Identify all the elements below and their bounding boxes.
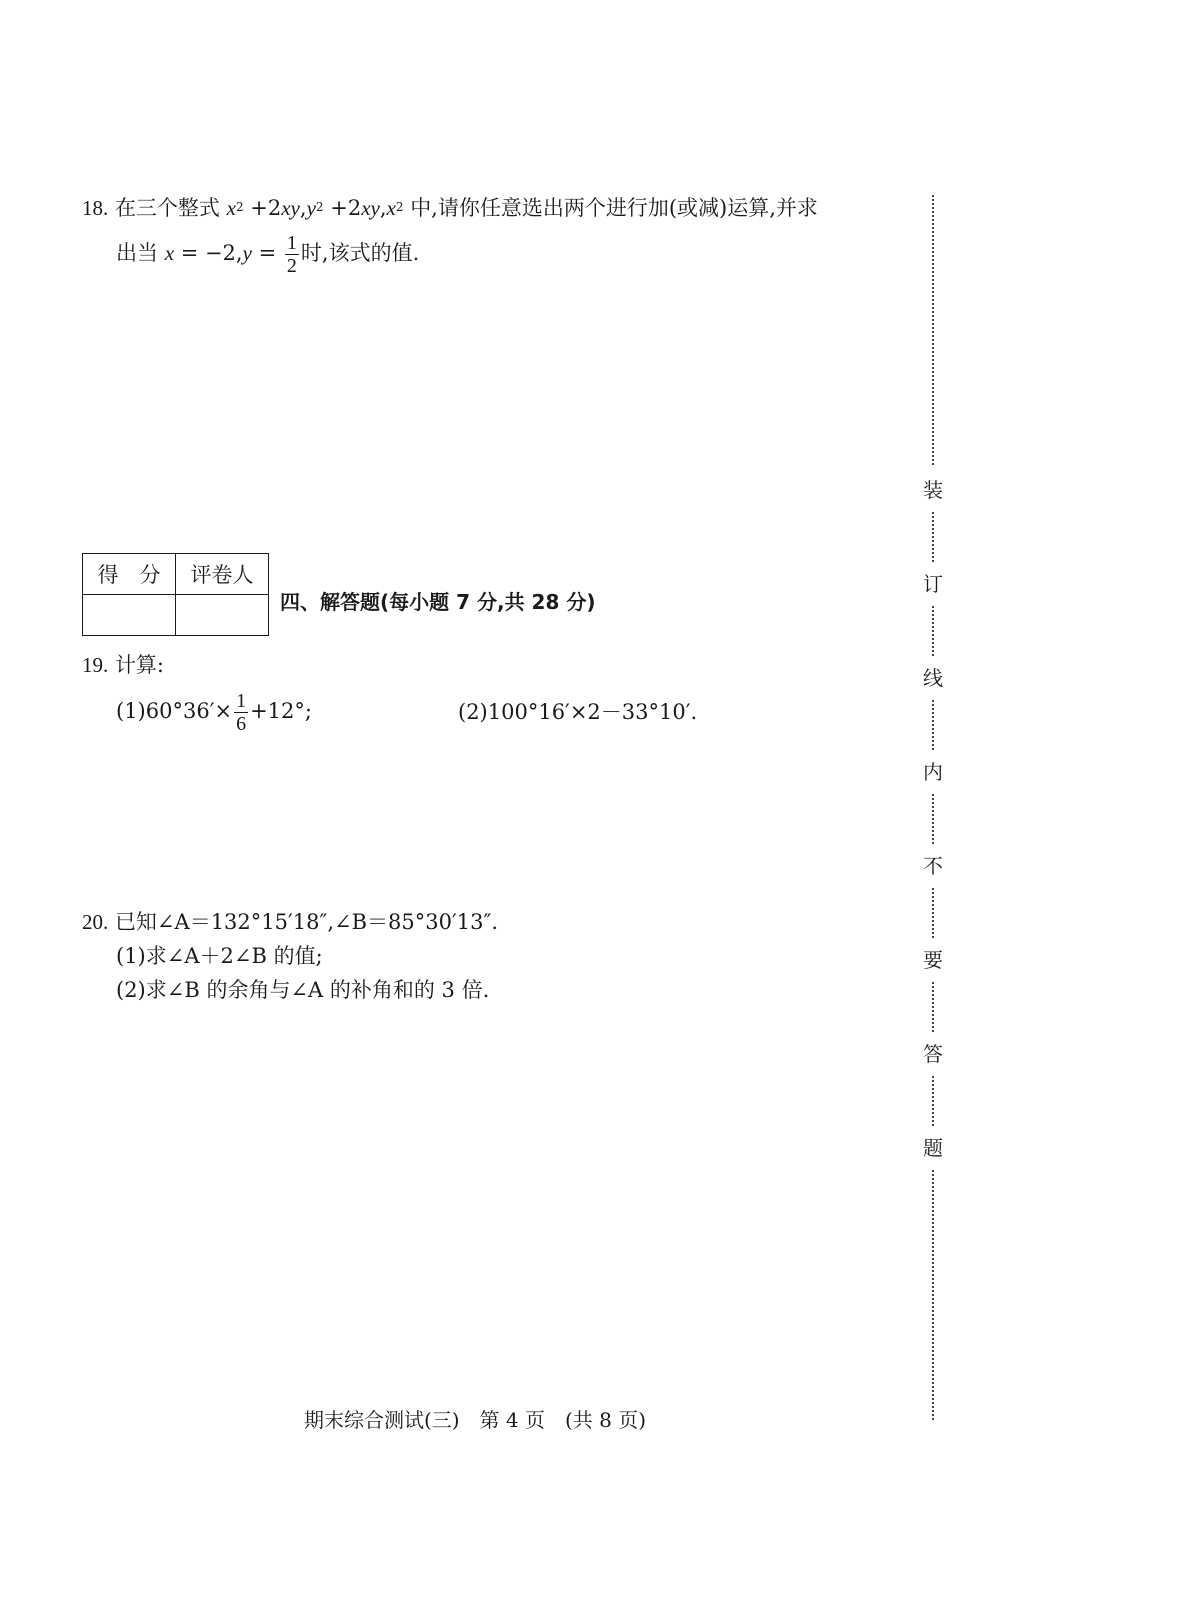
q20-given-line bbox=[82, 907, 498, 937]
q20-part2: (2)求∠B 的余角与∠A 的补角和的 3 倍. bbox=[116, 978, 490, 1002]
q18-fraction bbox=[285, 232, 299, 277]
q19-heading bbox=[82, 650, 164, 680]
binding-char: 装 bbox=[923, 478, 943, 502]
q19-label: 计算: bbox=[114, 653, 165, 677]
page-footer: 期末综合测试(三) 第 4 页 (共 8 页) bbox=[303, 1408, 647, 1432]
binding-dash bbox=[932, 195, 934, 465]
q18-condition: x = −2,y = bbox=[164, 241, 277, 265]
q19-part1 bbox=[116, 690, 312, 735]
binding-char: 要 bbox=[923, 948, 943, 972]
q19-part2: (2)100°16′×2－33°10′. bbox=[458, 700, 698, 724]
q20-part1: (1)求∠A＋2∠B 的值; bbox=[116, 944, 323, 968]
binding-dash bbox=[932, 1170, 934, 1420]
q18-line2 bbox=[116, 232, 419, 277]
section-title: 四、解答题(每小题 7 分,共 28 分) bbox=[280, 590, 596, 614]
q19-part1-suffix: +12°; bbox=[250, 699, 312, 723]
binding-char: 题 bbox=[923, 1136, 943, 1160]
binding-char: 答 bbox=[923, 1042, 943, 1066]
q18-frac-numerator: 1 bbox=[286, 232, 297, 254]
q19-number: 19. bbox=[82, 653, 109, 677]
binding-char: 不 bbox=[923, 854, 943, 878]
binding-dash bbox=[932, 1076, 934, 1126]
binding-dash bbox=[932, 794, 934, 844]
q18-expressions: $x^2 +2xy,y^2 +2xy,x^2$ bbox=[226, 196, 404, 220]
binding-char: 内 bbox=[923, 760, 943, 784]
q18-line1-suffix: 中,请你任意选出两个进行加(或减)运算,并求 bbox=[410, 196, 818, 220]
grader-header: 评卷人 bbox=[176, 554, 269, 595]
binding-dash bbox=[932, 606, 934, 656]
grader-cell[interactable] bbox=[176, 595, 269, 636]
binding-dash bbox=[932, 982, 934, 1032]
binding-dash bbox=[932, 700, 934, 750]
binding-char: 线 bbox=[923, 666, 943, 690]
q19-frac-numerator: 1 bbox=[236, 690, 247, 712]
q19-frac-denominator: 6 bbox=[236, 713, 247, 735]
q18-line2-prefix: 出当 bbox=[116, 241, 158, 265]
q18-number: 18. bbox=[82, 196, 109, 220]
q18-line1 bbox=[82, 193, 818, 226]
q19-part1-prefix: (1)60°36′× bbox=[116, 699, 233, 723]
q18-line2-suffix: 时,该式的值. bbox=[300, 241, 420, 265]
q18-line1-prefix: 在三个整式 bbox=[114, 196, 220, 220]
score-table bbox=[82, 553, 269, 636]
binding-char: 订 bbox=[923, 572, 943, 596]
score-header: 得 分 bbox=[83, 554, 176, 595]
q20-given: 已知∠A＝132°15′18″,∠B＝85°30′13″. bbox=[114, 910, 498, 934]
binding-dash bbox=[932, 512, 934, 562]
q19-fraction bbox=[234, 690, 248, 735]
binding-dash bbox=[932, 888, 934, 938]
q18-frac-denominator: 2 bbox=[286, 255, 297, 277]
score-cell[interactable] bbox=[83, 595, 176, 636]
q20-number: 20. bbox=[82, 910, 109, 934]
